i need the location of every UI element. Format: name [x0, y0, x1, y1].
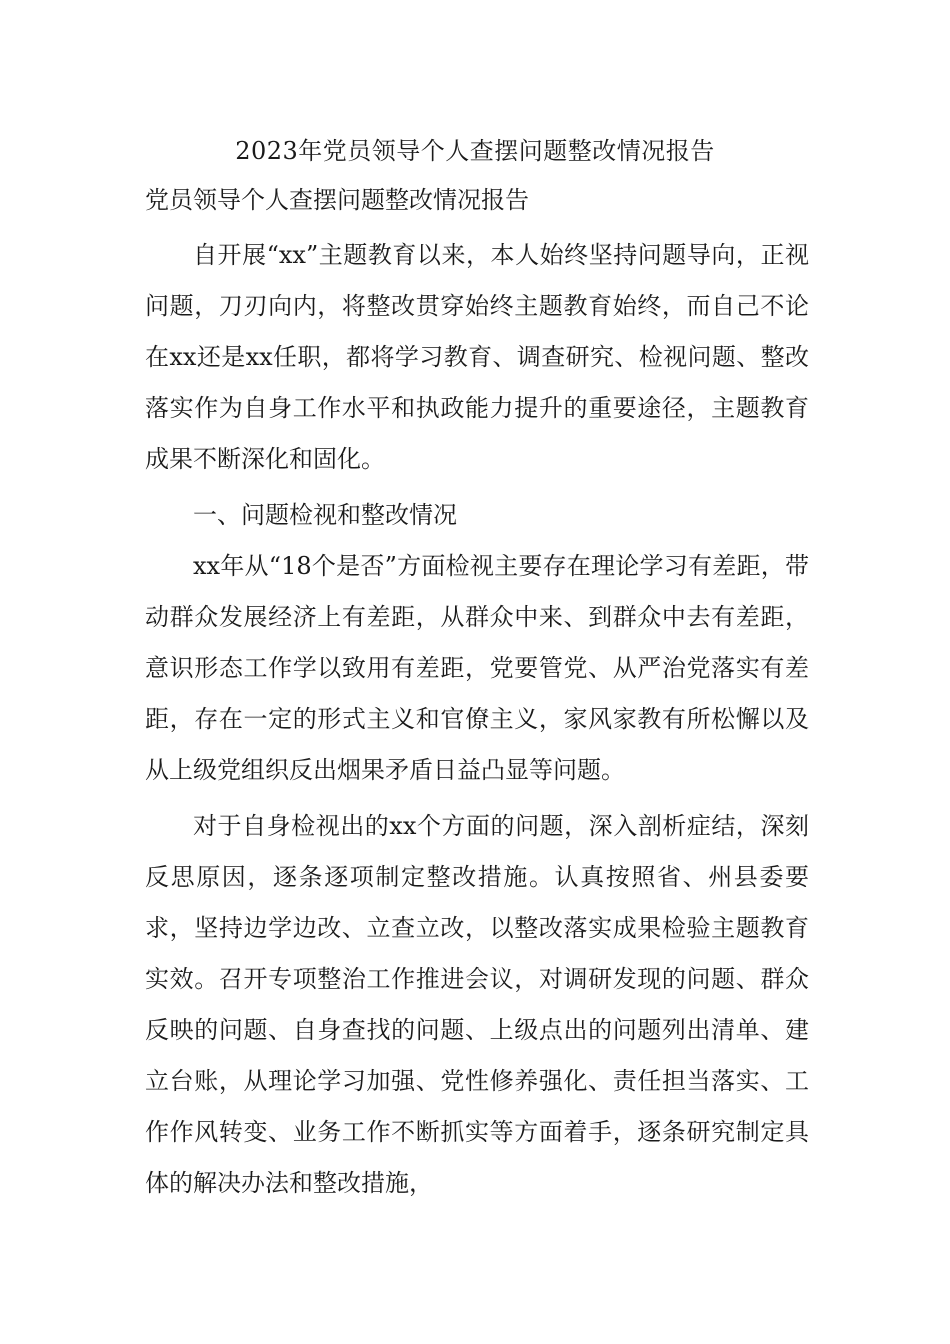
document-body [145, 230, 809, 1209]
paragraph-rectification: 对于自身检视出的xx个方面的问题，深入剖析症结，深刻反思原因，逐条逐项制定整改措施。认真按照省、州县委要求，坚持边学边改、立查立改，以整改落实成果检验主题教育实效。召开专项整治工作推进会议，对调研发现的问题、群众反映的问题、自身查找的问题、上级点出的问题列出清单、建立台账，从理论学习加强、党性修养强化、责任担当落实、工作作风转变、业务工作不断抓实等方面着手，逐条研究制定具体的解决办法和整改措施， [145, 812, 809, 1197]
section-heading-1: 一、问题检视和整改情况 [193, 501, 457, 529]
paragraph-intro: 自开展“xx”主题教育以来，本人始终坚持问题导向，正视问题，刀刃向内，将整改贯穿始终主题教育始终，而自己不论在xx还是xx任职，都将学习教育、调查研究、检视问题、整改落实作为自身工作水平和执政能力提升的重要途径，主题教育成果不断深化和固化。 [145, 241, 809, 473]
paragraph-problems: xx年从“18个是否”方面检视主要存在理论学习有差距，带动群众发展经济上有差距，从群众中来、到群众中去有差距，意识形态工作学以致用有差距，党要管党、从严治党落实有差距，存在一定的形式主义和官僚主义，家风家教有所松懈以及从上级党组织反出烟果矛盾日益凸显等问题。 [145, 552, 809, 784]
document-subtitle: 党员领导个人查摆问题整改情况报告 [145, 186, 529, 214]
document-title: 2023年党员领导个人查摆问题整改情况报告 [235, 137, 715, 165]
